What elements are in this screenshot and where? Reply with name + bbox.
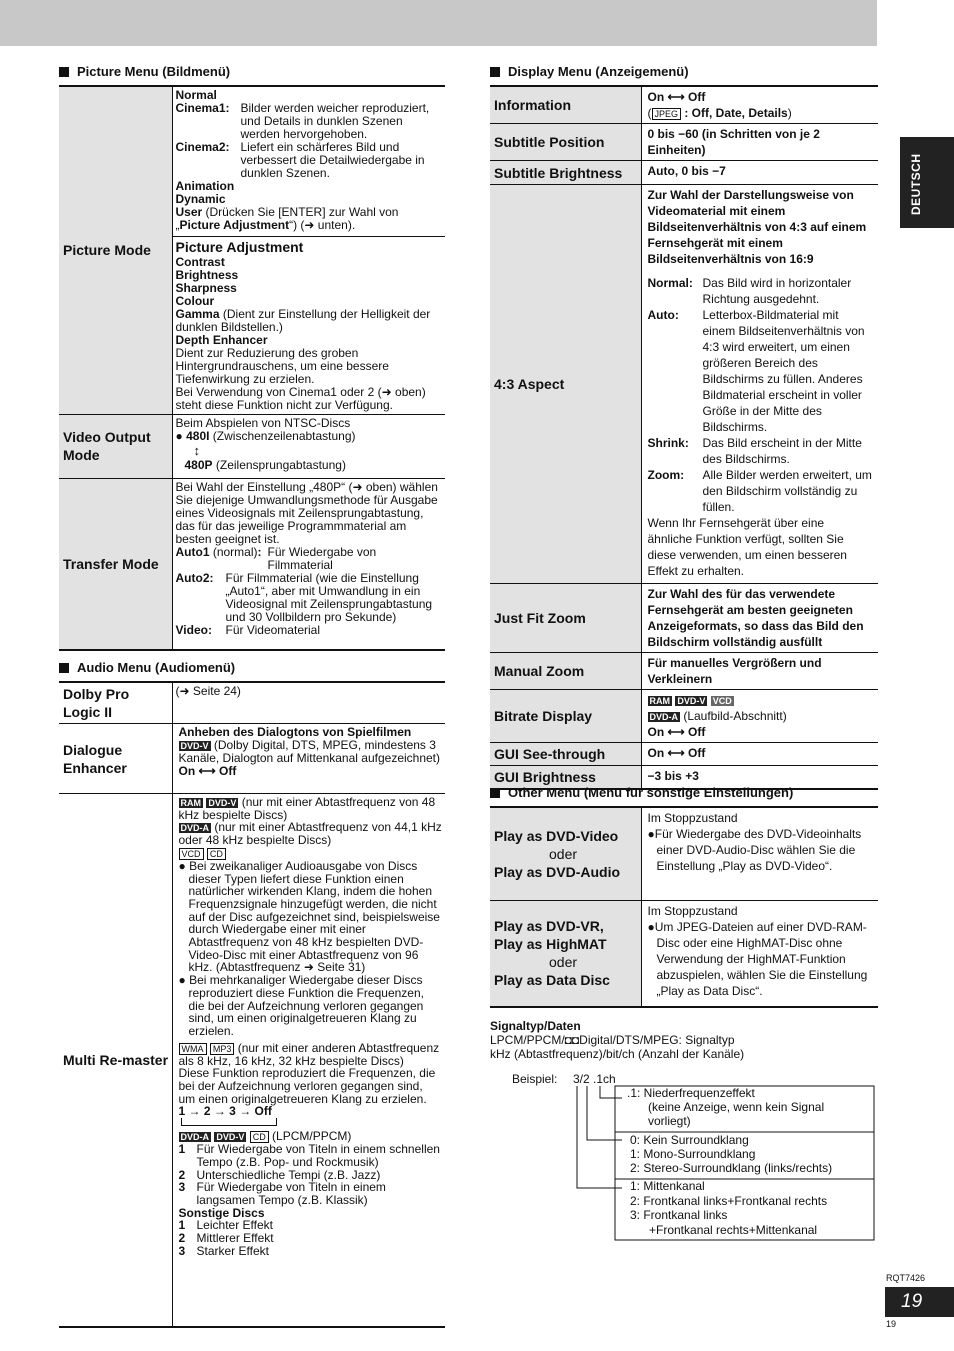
multi-n3: 3 Für Wiedergabe von Titeln in einem langsamen Tempo (z.B. Klassik) <box>178 1180 386 1207</box>
multi-s1: 1 Leichter Effekt <box>178 1218 273 1233</box>
option-480i: ● 480I (Zwischenzeilenabtastung) <box>175 428 356 443</box>
option-brightness: Brightness <box>175 267 239 282</box>
table-row <box>59 86 445 236</box>
row-label: Transfer Mode <box>59 478 172 650</box>
aspect-shrink: Shrink: Das Bild erscheint in der Mitte des Bildschirms. <box>647 436 862 466</box>
cycle-return-arrow-icon <box>181 1118 277 1126</box>
legend-group-1: .1: Niederfrequenzeffekt (keine Anzeige, wenn kein Signal vorliegt) <box>627 1086 825 1128</box>
subtitle-brightness-value: Auto, 0 bis −7 <box>641 161 878 185</box>
multi-t2: DVD-A (nur mit einer Abtastfrequenz von 44,1 kHz oder 48 kHz bespielte Discs) <box>178 820 442 848</box>
picture-adjustment-options <box>172 236 445 414</box>
table-row <box>490 807 878 900</box>
option-auto1: Auto1 (normal): Für Wiedergabe von Filmmaterial <box>175 544 377 572</box>
disc-tag: DVD-V <box>180 741 209 751</box>
picture-adjustment-title: Picture Adjustment <box>175 238 304 255</box>
row-label: Subtitle Position <box>490 124 641 161</box>
header-bar <box>0 0 877 46</box>
square-bullet-icon <box>59 663 69 673</box>
table-row <box>490 86 878 124</box>
multi-s2: 2 Mittlerer Effekt <box>178 1231 274 1246</box>
audio-menu-table <box>59 681 445 1328</box>
disc-tag: DVD-A <box>649 712 678 722</box>
square-bullet-icon <box>490 788 500 798</box>
signal-title: Signaltyp/Daten <box>490 1019 581 1033</box>
disc-tag: RAM <box>649 696 670 706</box>
option-auto2: Auto2: Für Filmmaterial (wie die Einstellung „Auto1“, aber mit Umwandlung in ein Videosignal mit Zeilensprungabtastung und 30 Vollbildern pro Sekunde) <box>175 570 433 624</box>
toggle-arrow-icon: ↕ <box>193 442 200 458</box>
multi-bullet-2: ● Bei mehrkanaliger Wiedergabe dieser Discs reproduziert diese Funktion die Frequenzen, die bei der Aufzeichnung verloren gegangen sind, um einen originalgetreueren Klang zu erzielen. <box>178 973 424 1038</box>
transfer-intro: Bei Wahl der Einstellung „480P“ (➜ oben) wählen Sie diejenige Umwandlungsmethode für Ausgabe eines Videosignals mit Zeilensprungabtastung, das für das jeweilige Programmmaterial am besten geeignet ist. <box>175 479 438 546</box>
table-row <box>490 185 878 584</box>
option-user: User (Drücken Sie [ENTER] zur Wahl von „Picture Adjustment“) (➜ unten). <box>175 205 399 232</box>
display-menu-title: Display Menu (Anzeigemenü) <box>490 65 689 78</box>
row-label: Manual Zoom <box>490 653 641 690</box>
table-row <box>490 653 878 690</box>
example-value: 3/2 .1ch <box>573 1072 616 1086</box>
bitrate-value: RAM DVD-V VCD DVD-A (Laufbild-Abschnitt) On ⟷ Off <box>641 690 878 743</box>
just-fit-value: Zur Wahl des für das verwendete Fernsehgerät am besten geeigneten Anzeigeformats, so dass das Bild den Bildschirm vollständig ausfüllt <box>641 584 878 653</box>
option-gamma: Gamma (Dient zur Einstellung der Helligkeit der dunklen Bildstellen.) <box>175 306 431 334</box>
disc-tag: VCD <box>179 848 204 860</box>
table-row <box>490 124 878 161</box>
row-label: GUI Brightness <box>490 766 641 790</box>
dialogue-head: Anheben des Dialogtons von Spielfilmen <box>178 725 412 739</box>
video-output-intro: Beim Abspielen von NTSC-Discs <box>175 415 351 430</box>
square-bullet-icon <box>59 67 69 77</box>
row-label: Picture Mode <box>59 86 172 414</box>
dialogue-options <box>172 724 445 794</box>
disc-tag: JPEG <box>652 108 682 120</box>
option-animation: Animation <box>175 179 235 193</box>
table-row <box>59 724 445 794</box>
option-cinema2: Cinema2: Liefert ein schärferes Bild und verbessert die Detailwiedergabe in dunklen Szenen. <box>175 140 425 180</box>
language-tab-label: DEUTSCH <box>909 153 923 215</box>
dvd-video-desc: Im Stoppzustand ●Für Wiedergabe des DVD-Videoinhalts einer DVD-Audio-Disc wählen Sie die Einstellung „Play as DVD-Video“. <box>641 807 878 900</box>
disc-tag: DVD-A <box>180 823 209 834</box>
multi-s3: 3 Starker Effekt <box>178 1243 269 1258</box>
table-row <box>490 743 878 766</box>
row-label: Bitrate Display <box>490 690 641 743</box>
page-number-small: 19 <box>886 1319 897 1329</box>
row-label: GUI See-through <box>490 743 641 766</box>
disc-tag: WMA <box>179 1043 207 1055</box>
aspect-head: Zur Wahl der Darstellungsweise von Videomaterial mit einem Bildseitenverhältnis von 4:3 auf einem Fernsehgerät mit einem Bildseitenverhältnis von 16:9 <box>647 188 867 266</box>
cinema-note: Bei Verwendung von Cinema1 oder 2 (➜ oben) steht diese Funktion nicht zur Verfügung. <box>175 384 426 412</box>
table-row <box>59 478 445 650</box>
option-depth-enhancer: Depth Enhancer <box>175 332 268 347</box>
aspect-auto: Auto: Letterbox-Bildmaterial mit einem Bildseitenverhältnis von 4:3 wird erweitert, um einen größeren Bereich des Bildschirms zu füllen. Anderes Bildmaterial erscheint in voller Größe in der Mitte des Bildschirms. <box>647 308 865 434</box>
signal-line2: kHz (Abtastfrequenz)/bit/ch (Anzahl der Kanäle) <box>490 1047 745 1061</box>
depth-enhancer-desc: Dient zur Reduzierung des groben Hintergrundrauschens, um eine bessere Tiefenwirkung zu erzielen. <box>175 345 389 386</box>
dvd-vr-desc: Im Stoppzustand ●Um JPEG-Dateien auf einer DVD-RAM-Disc oder eine HighMAT-Disc ohne Verwendung der HighMAT-Funktion abzuspielen, wählen Sie die Einstellung „Play as Data Disc“. <box>641 900 878 1007</box>
row-label: Just Fit Zoom <box>490 584 641 653</box>
table-row <box>59 682 445 724</box>
table-row <box>490 900 878 1007</box>
row-label: Play as DVD-VR, Play as HighMAT oder Play as Data Disc <box>490 900 641 1007</box>
row-label: Information <box>490 86 641 124</box>
option-dynamic: Dynamic <box>175 192 226 206</box>
disc-tag: DVD-A <box>180 1132 209 1143</box>
disc-tag: DVD-V <box>677 696 706 706</box>
option-video: Video: Für Videomaterial <box>175 622 320 637</box>
subtitle-position-value: 0 bis −60 (in Schritten von je 2 Einheiten) <box>641 124 878 161</box>
multi-remaster-options <box>172 794 445 1327</box>
picture-menu-title: Picture Menu (Bildmenü) <box>59 65 230 78</box>
row-label: Multi Re-master <box>59 794 172 1327</box>
audio-menu-title: Audio Menu (Audiomenü) <box>59 661 235 674</box>
option-colour: Colour <box>175 293 215 308</box>
table-row <box>490 690 878 743</box>
dialogue-desc: DVD-V (Dolby Digital, DTS, MPEG, mindestens 3 Kanäle, Dialogton auf Mittenkanal aufgezeichnet) <box>178 738 441 765</box>
option-sharpness: Sharpness <box>175 280 237 295</box>
option-480p: 480P (Zeilensprungabtastung) <box>184 457 346 472</box>
table-row <box>490 584 878 653</box>
aspect-options <box>641 185 878 584</box>
signal-info <box>490 1019 744 1061</box>
aspect-zoom: Zoom: Alle Bilder werden erweitert, um den Bildschirm vollständig zu füllen. <box>647 468 872 514</box>
gui-see-value: On ⟷ Off <box>641 743 878 766</box>
disc-tag: CD <box>207 848 226 860</box>
dialogue-onoff: On ⟷ Off <box>178 764 237 778</box>
disc-tag: DVD-V <box>216 1132 245 1143</box>
multi-bullet-1: ● Bei zweikanaliger Audioausgabe von Discs dieser Typen liefert diese Funktion einen natürlicher wirkenden Klang, indem die hohen Frequenzsignale hinzugefügt werden, die nicht auf der Disc aufgezeichnet sind, beispielsweise durch Wiedergabe einer mit einer Abtastfrequenz von 48 kHz bespielten DVD-Video-Disc mit einer Abtastfrequenz von 96 kHz. (Abtastfrequenz ➜ Seite 31) <box>178 858 440 975</box>
picture-mode-options <box>172 86 445 236</box>
sonstige-discs: Sonstige Discs <box>178 1205 265 1220</box>
page-number: 19 <box>885 1287 954 1317</box>
gui-bright-value: −3 bis +3 <box>641 766 878 790</box>
row-label: Subtitle Brightness <box>490 161 641 185</box>
disc-tag: DVD-V <box>208 798 237 808</box>
example-label: Beispiel: <box>512 1072 558 1086</box>
dolby-value: (➜ Seite 24) <box>172 682 445 724</box>
aspect-note: Wenn Ihr Fernsehgerät über eine ähnliche Funktion verfügt, sollten Sie diese verwenden, um einen besseren Effekt zu erhalten. <box>647 516 847 578</box>
multi-t1: RAM DVD-V (nur mit einer Abtastfrequenz von 48 kHz bespielte Discs) <box>178 795 436 822</box>
row-label: Dialogue Enhancer <box>59 724 172 794</box>
table-row <box>59 414 445 478</box>
legend-group-3: 1: Mittenkanal 2: Frontkanal links+Frontkanal rechts 3: Frontkanal links +Frontkanal rechts+Mittenkanal <box>630 1179 828 1237</box>
row-label: Video Output Mode <box>59 414 172 478</box>
legend-group-2: 0: Kein Surroundklang 1: Mono-Surroundklang 2: Stereo-Surroundklang (links/rechts) <box>630 1133 833 1175</box>
language-tab <box>900 137 954 228</box>
signal-diagram <box>512 1070 882 1245</box>
picture-menu-table <box>59 85 445 651</box>
row-label: Play as DVD-Video oder Play as DVD-Audio <box>490 807 641 900</box>
option-normal: Normal <box>175 88 217 102</box>
manual-zoom-value: Für manuelles Vergrößern und Verkleinern <box>641 653 878 690</box>
document-code: RQT7426 <box>886 1273 926 1283</box>
square-bullet-icon <box>490 67 500 77</box>
multi-n1: 1 Für Wiedergabe von Titeln in einem schnellen Tempo (z.B. Pop- und Rockmusik) <box>178 1142 440 1169</box>
transfer-mode-options <box>172 478 445 650</box>
video-output-options <box>172 414 445 478</box>
signal-line1: LPCM/PPCM/◘◘Digital/DTS/MPEG: Signaltyp <box>490 1033 735 1047</box>
row-label: 4:3 Aspect <box>490 185 641 584</box>
table-row <box>59 794 445 1327</box>
disc-tag: RAM <box>180 798 201 808</box>
multi-t4: Diese Funktion reproduziert die Frequenzen, die bei der Aufzeichnung verloren gegangen sind, um einen originalgetreueren Klang zu erzielen. <box>178 1066 436 1106</box>
multi-t5: DVD-A DVD-V CD (LPCM/PPCM) <box>180 1129 352 1144</box>
multi-n2: 2 Unterschiedliche Tempi (z.B. Jazz) <box>178 1167 381 1182</box>
option-cinema1: Cinema1: Bilder werden weicher reproduziert, und Details in dunklen Szenen werden hervorgehoben. <box>175 101 430 141</box>
table-row <box>490 161 878 185</box>
other-menu-table <box>490 806 878 1008</box>
information-value: On ⟷ Off ( JPEG : Off, Date, Details) <box>641 86 878 124</box>
disc-tag: CD <box>250 1131 269 1143</box>
disc-tag: MP3 <box>210 1043 235 1055</box>
other-menu-title: Other Menu (Menü für sonstige Einstellungen) <box>490 786 793 799</box>
display-menu-table <box>490 85 878 790</box>
aspect-normal: Normal: Das Bild wird in horizontaler Richtung ausgedehnt. <box>647 276 852 306</box>
disc-tag: VCD <box>712 696 732 706</box>
multi-cycle: 1 → 2 → 3 → Off <box>178 1104 272 1119</box>
row-label: Dolby Pro Logic II <box>59 682 172 724</box>
multi-t3: WMA MP3 (nur mit einer anderen Abtastfrequenz als 8 kHz, 16 kHz, 32 kHz bespielte Discs) <box>178 1040 440 1068</box>
option-contrast: Contrast <box>175 254 225 269</box>
